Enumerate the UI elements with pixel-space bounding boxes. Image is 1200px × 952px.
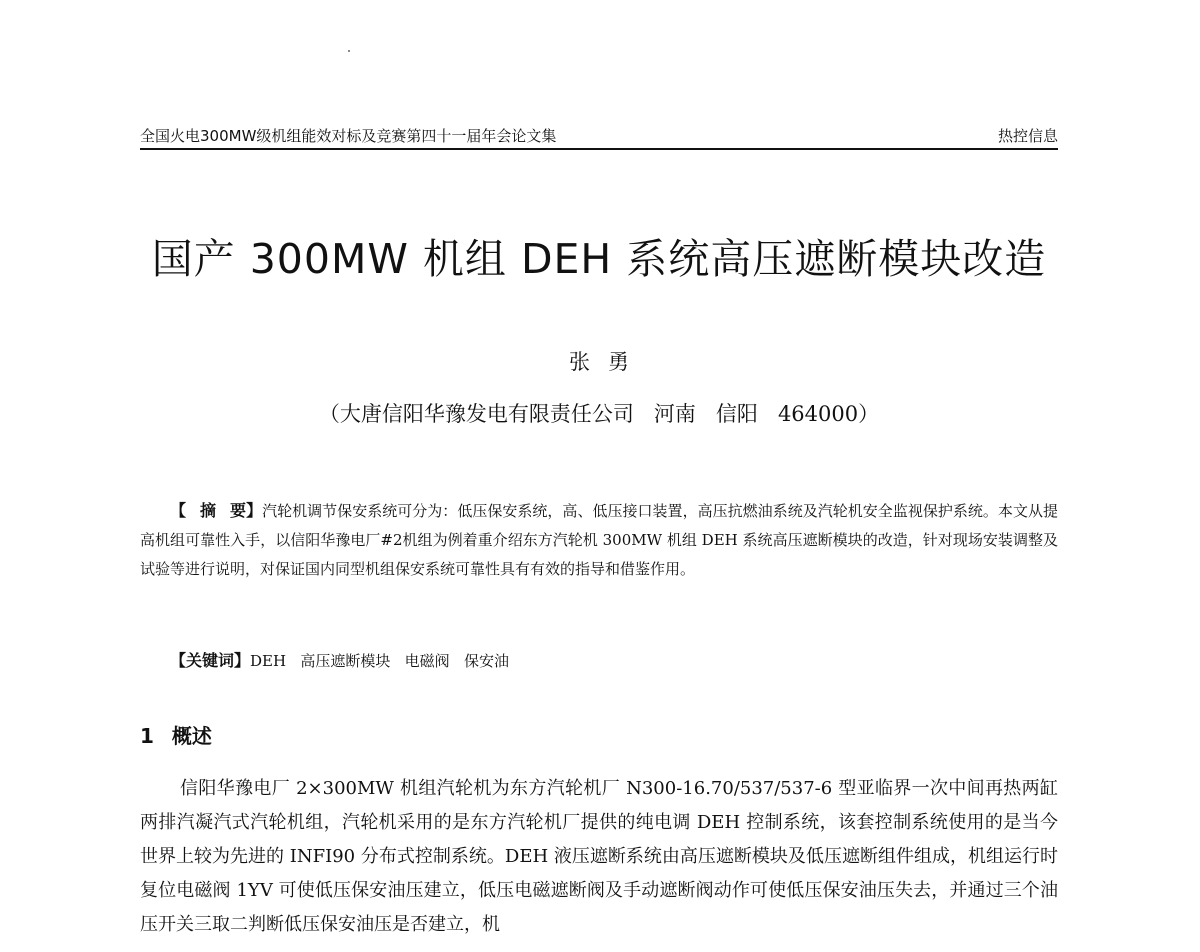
author-name: 张勇 bbox=[569, 350, 647, 374]
scan-speck bbox=[348, 50, 350, 52]
keywords-line bbox=[170, 646, 1058, 676]
abstract-paragraph bbox=[140, 496, 1058, 584]
author-affiliation: （大唐信阳华豫发电有限责任公司 河南 信阳 464000） bbox=[318, 402, 880, 426]
section-number: 1 bbox=[140, 724, 154, 748]
running-header-right: 热控信息 bbox=[997, 127, 1058, 145]
abstract-text: 汽轮机调节保安系统可分为：低压保安系统，高、低压接口装置，高压抗燃油系统及汽轮机安全监视保护系统。本文从提高机组可靠性入手，以信阳华豫电厂#2机组为例着重介绍东方汽轮机 300MW 机组 DEH 系统高压遮断模块的改造，针对现场安装调整及试验等进行说明，对保证国内同型机组保安系统可靠性具有有效的指导和借鉴作用。 bbox=[140, 502, 1058, 578]
keywords-label: 【关键词】 bbox=[170, 651, 251, 670]
section-paragraph: 信阳华豫电厂 2×300MW 机组汽轮机为东方汽轮机厂 N300-16.70/537/537-6 型亚临界一次中间再热两缸两排汽凝汽式汽轮机组，汽轮机采用的是东方汽轮机厂提供的纯电调 DEH 控制系统，该套控制系统使用的是当今世界上较为先进的 INFI90 分布式控制系统。DEH 液压遮断系统由高压遮断模块及低压遮断组件组成，机组运行时复位电磁阀 1YV 可使低压保安油压建立，低压电磁遮断阀及手动遮断阀动作可使低压保安油压失去，并通过三个油压开关三取二判断低压保安油压是否建立，机 bbox=[140, 778, 1058, 935]
abstract-label-open: 【摘 bbox=[170, 501, 231, 520]
keywords-list: DEH 高压遮断模块 电磁阀 保安油 bbox=[250, 652, 509, 670]
section-heading bbox=[140, 720, 212, 749]
section-title: 概述 bbox=[171, 724, 212, 748]
paper-title: 国产 300MW 机组 DEH 系统高压遮断模块改造 bbox=[151, 235, 1047, 283]
running-header-left: 全国火电300MW级机组能效对标及竞赛第四十一届年会论文集 bbox=[140, 127, 557, 145]
running-header bbox=[140, 124, 1058, 150]
abstract-label-close: 要】 bbox=[230, 501, 263, 520]
abstract-label bbox=[170, 501, 262, 520]
